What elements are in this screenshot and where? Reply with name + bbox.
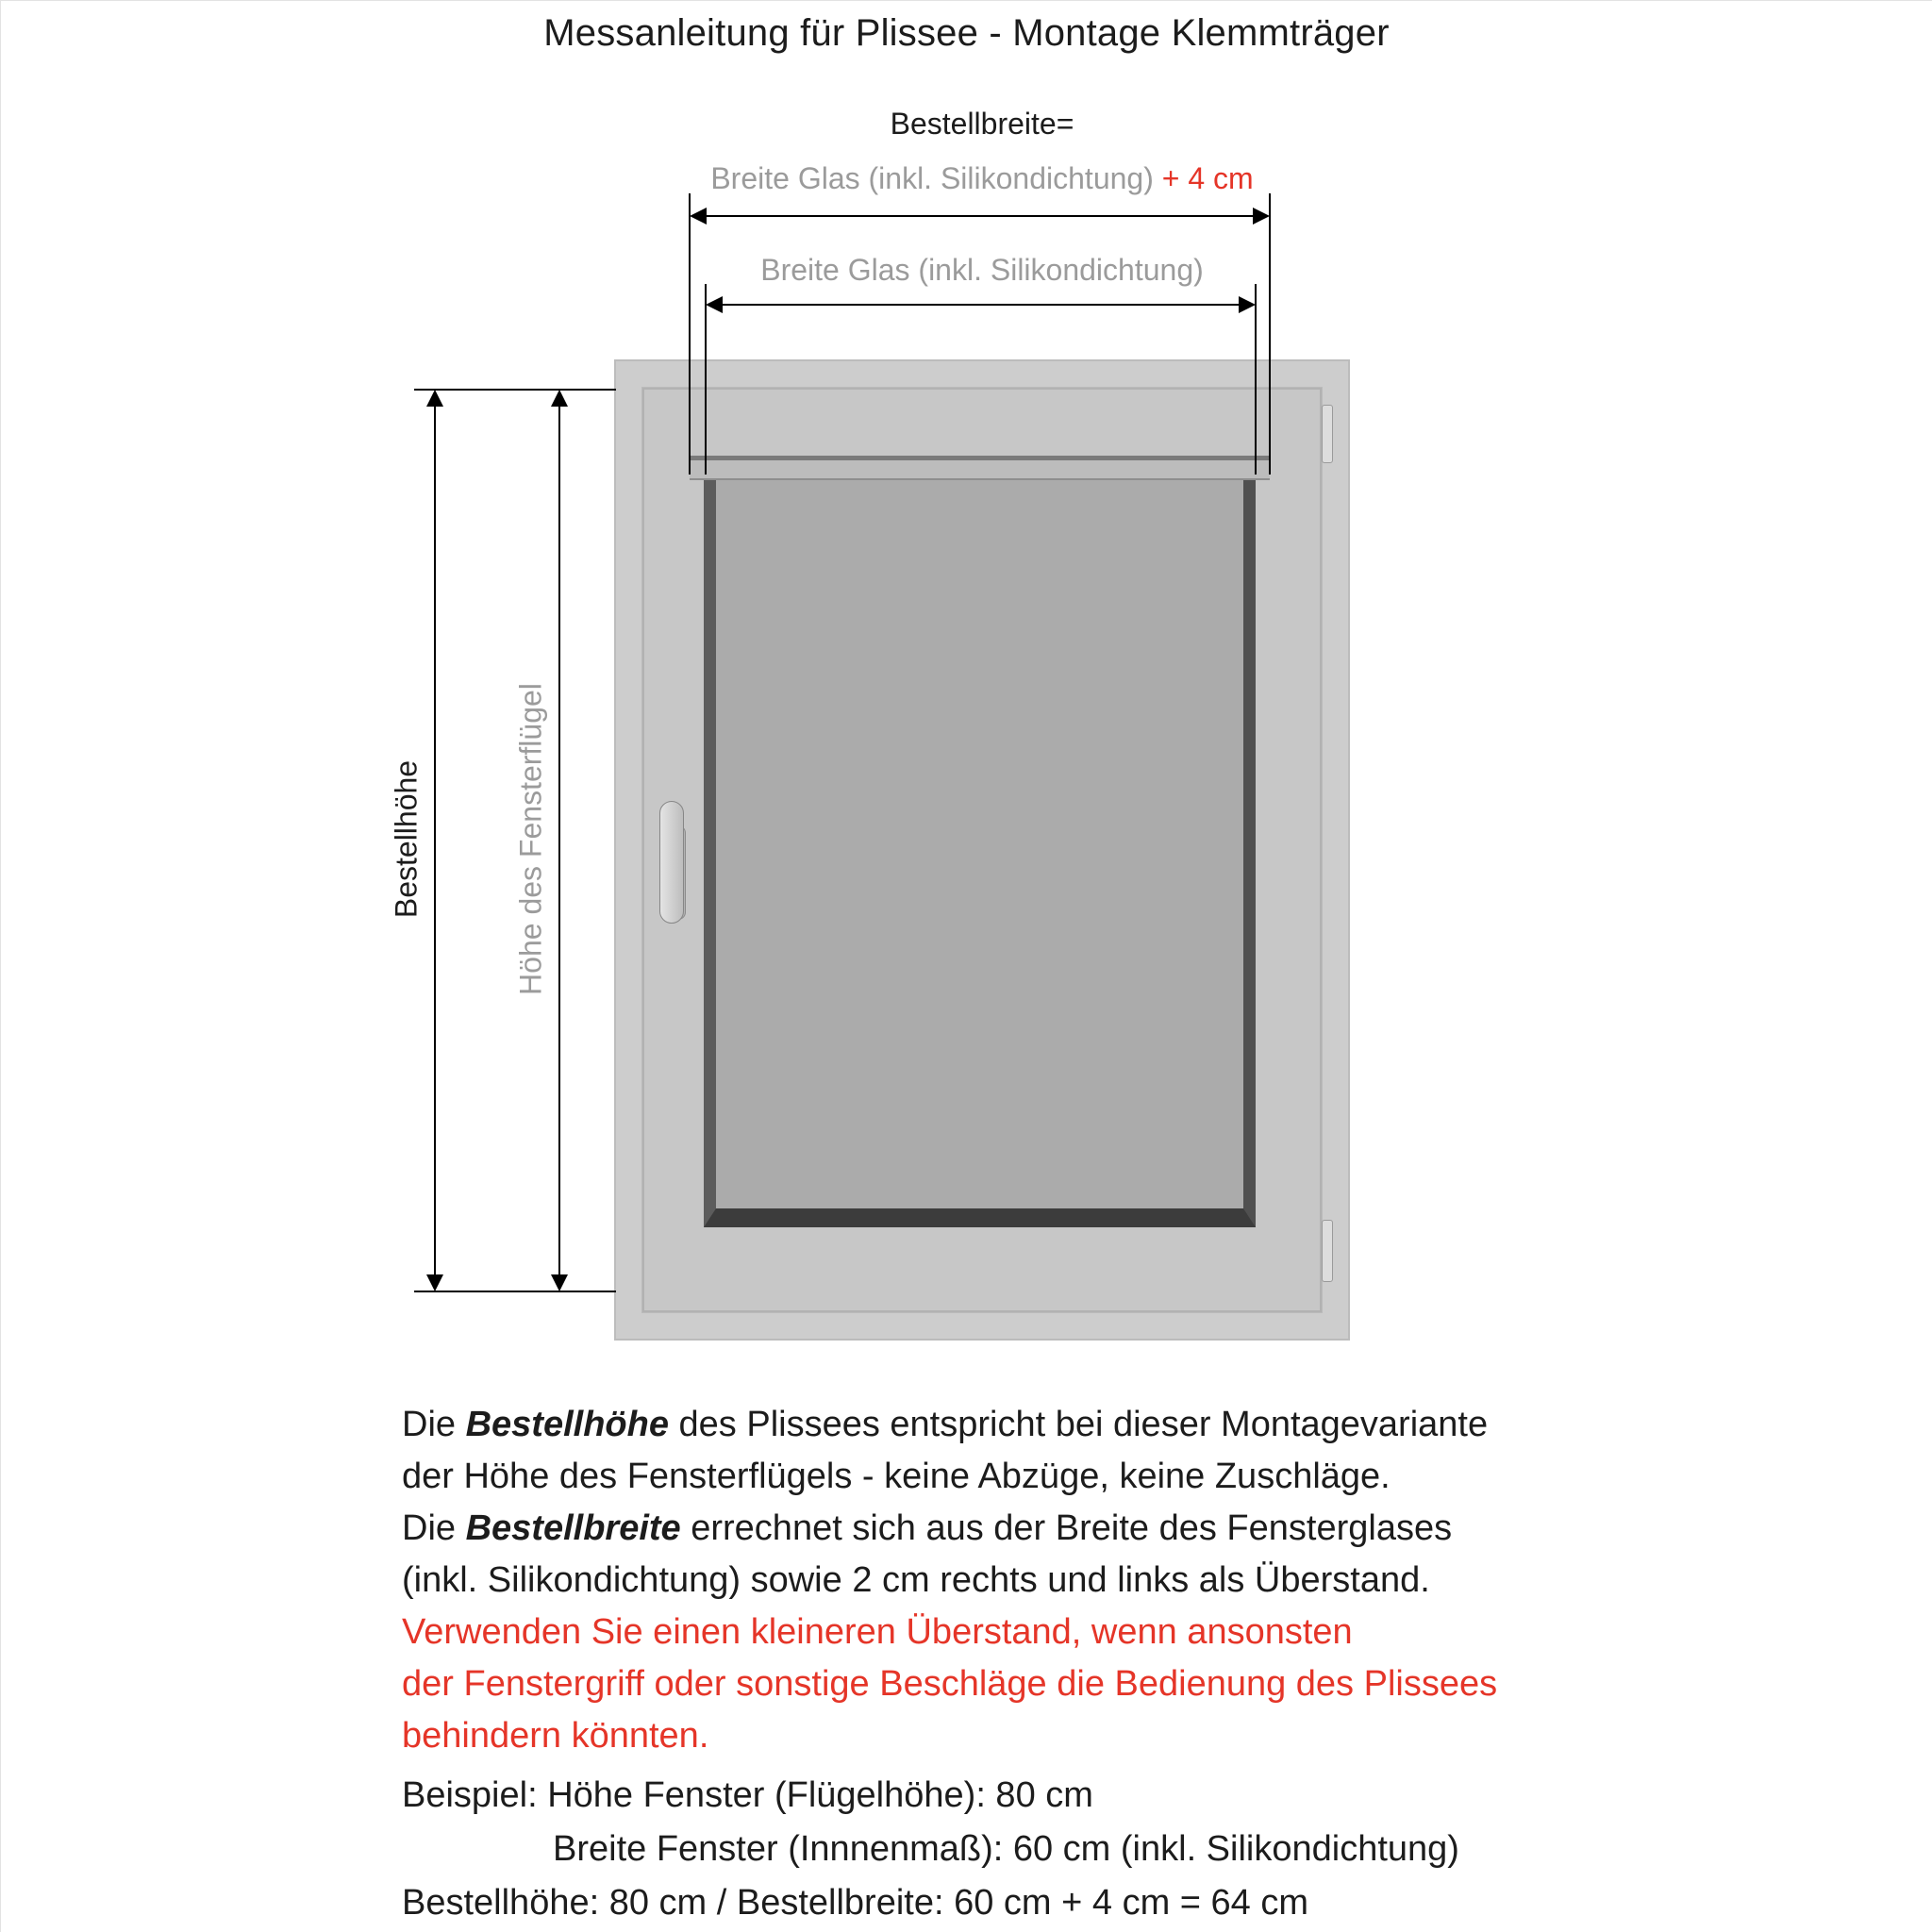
- breite-glas-plus-gray: Breite Glas (inkl. Silikondichtung): [710, 161, 1162, 195]
- warning-line-2: der Fenstergriff oder sonstige Beschläge die Bedienung des Plissees: [402, 1664, 1498, 1704]
- explanation-line-3: [402, 1503, 1657, 1555]
- explanation-line-1: [402, 1399, 1657, 1451]
- example-line-1: Beispiel: Höhe Fenster (Flügelhöhe): 80 cm: [402, 1775, 1093, 1815]
- text-run: des Plissees entspricht bei dieser Montagevariante: [668, 1405, 1489, 1444]
- text-run: Die: [402, 1508, 466, 1548]
- window-illustration: [614, 359, 1350, 1341]
- text-run: errechnet sich aus der Breite des Fensterglases: [680, 1508, 1453, 1548]
- example-line-3: Bestellhöhe: 80 cm / Bestellbreite: 60 cm + 4 cm = 64 cm: [402, 1883, 1309, 1923]
- plus-4cm-label: + 4 cm: [1161, 161, 1254, 195]
- bestellhoehe-arrow: [426, 390, 443, 1291]
- warning-line-1: Verwenden Sie einen kleineren Überstand, wenn ansonsten: [402, 1612, 1353, 1652]
- bestellhoehe-term: Bestellhöhe: [465, 1405, 669, 1444]
- fluegelhoehe-arrow: [551, 390, 568, 1291]
- text-run: Die: [402, 1405, 466, 1444]
- bestellbreite-label: Bestellbreite=: [890, 107, 1074, 141]
- warning-line-3: behindern könnten.: [402, 1716, 709, 1756]
- example-line-2: Breite Fenster (Innnenmaß): 60 cm (inkl. Silikondichtung): [553, 1829, 1459, 1869]
- bestellbreite-term: Bestellbreite: [465, 1508, 681, 1548]
- glass-unit: [704, 456, 1256, 1227]
- example-block: [402, 1769, 1723, 1930]
- hinge-top-icon: [1322, 405, 1333, 463]
- bestellhoehe-label: Bestellhöhe: [389, 759, 424, 919]
- fensterfluegel-hoehe-label: Höhe des Fensterflügel: [513, 683, 548, 995]
- explanation-line-4: (inkl. Silikondichtung) sowie 2 cm rechts und links als Überstand.: [402, 1560, 1430, 1600]
- window-glass: [704, 480, 1256, 1227]
- breite-glas-plus-label: [529, 161, 1435, 196]
- explanation-text: [402, 1399, 1657, 1762]
- window-handle-lever: [659, 801, 684, 924]
- breite-glas-label: Breite Glas (inkl. Silikondichtung): [760, 253, 1204, 287]
- explanation-line-2: der Höhe des Fensterflügels - keine Abzüge, keine Zuschläge.: [402, 1457, 1391, 1496]
- plissee-top-rail: [690, 456, 1270, 480]
- hinge-bottom-icon: [1322, 1220, 1333, 1282]
- page-title: Messanleitung für Plissee - Montage Klemmträger: [543, 12, 1390, 54]
- window-handle-icon: [656, 801, 697, 942]
